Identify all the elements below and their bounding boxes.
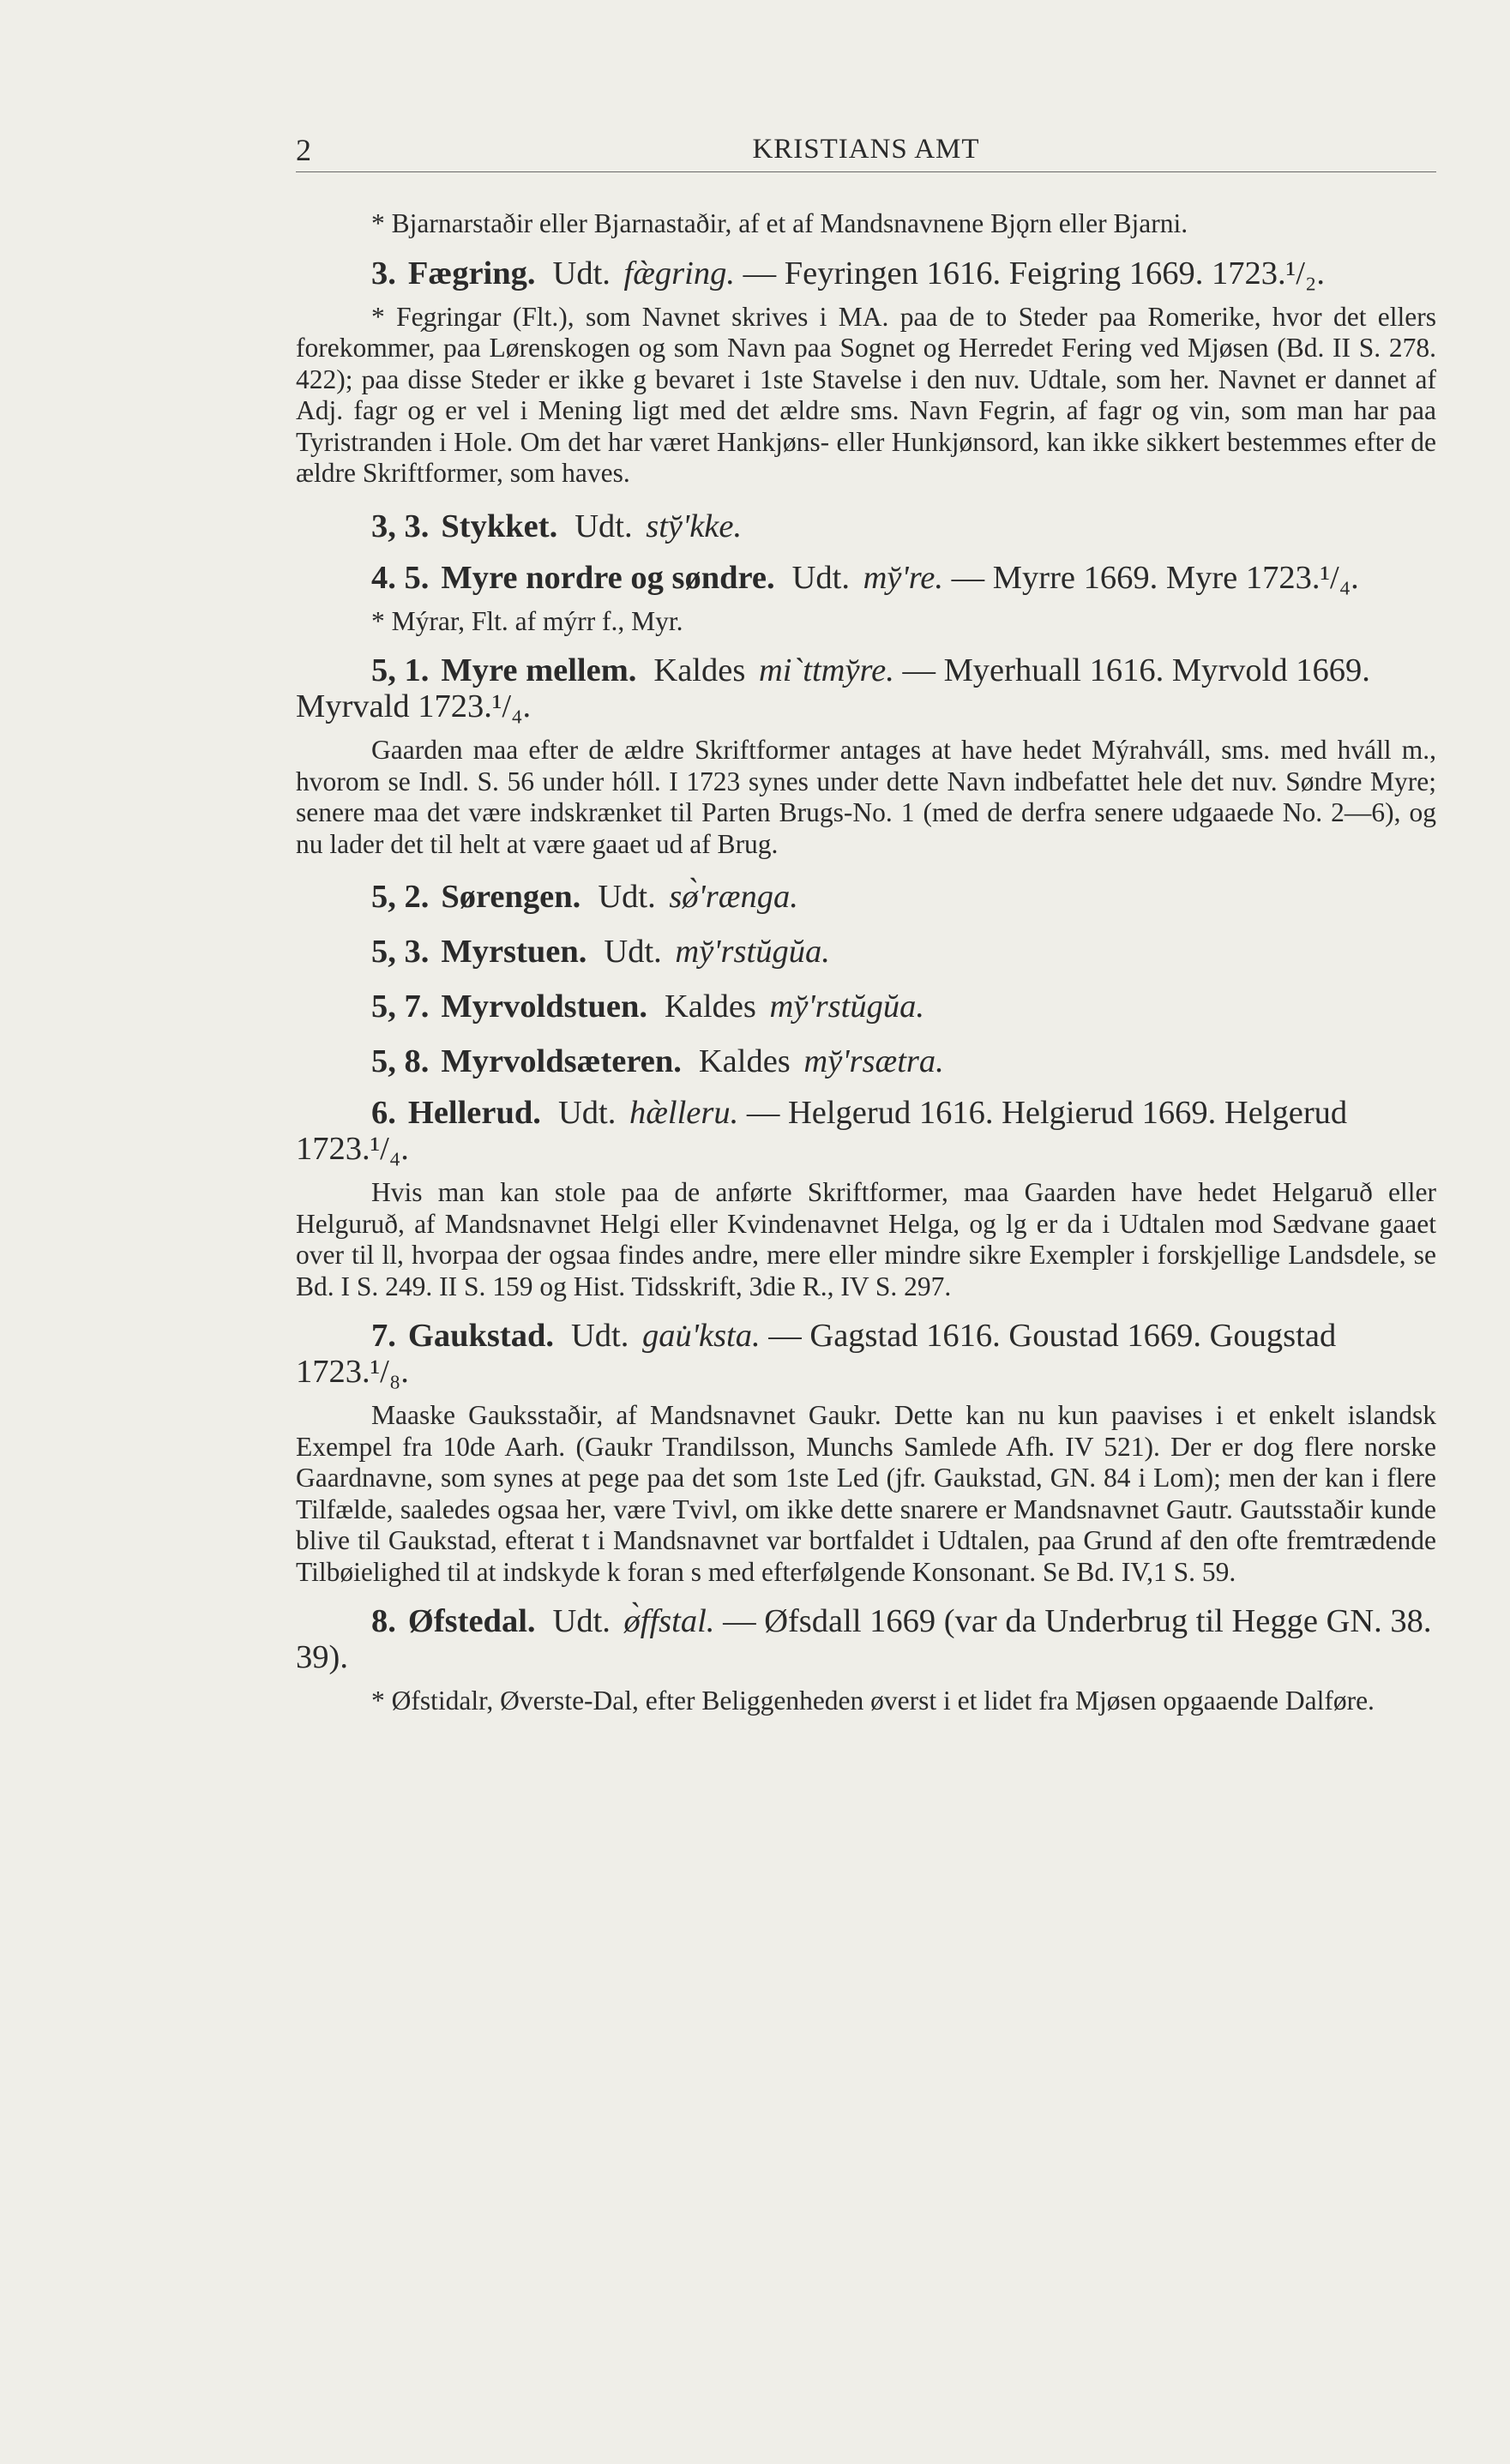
entry-udt: Kaldes bbox=[653, 652, 746, 688]
entry-note: * Fe̗gringar (Flt.), som Navnet skrives i MA. paa de to Steder paa Romerike, hvor det ellers forekommer, paa Lørenskogen og som Navn paa Sognet og Herredet Fering ved Mjøsen (Bd. II S. 278. 422); paa disse Steder er ikke g bevaret i 1ste Stavelse i den nuv. Udtale, som her. Navnet er dannet af Adj. fagr og er vel i Mening ligt med det ældre sms. Navn Fegrin, af fagr og vin, som man har paa Tyristranden i Hole. Om det har været Hankjøns- eller Hunkjønsord, kan ikke sikkert bestemmes efter de ældre Skriftformer, som haves. bbox=[296, 301, 1436, 488]
entry-pronunciation: sty̆'kke. bbox=[646, 508, 743, 544]
entry-udt: Kaldes bbox=[665, 989, 756, 1025]
entry-forms: — Myerhuall 1616. Myrvold 1669. Myrvald 1723.¹/₄. bbox=[296, 652, 1370, 724]
entry-number: 7. bbox=[371, 1318, 396, 1354]
entry-note: Hvis man kan stole paa de anførte Skriftformer, maa Gaarden have hedet Helgaruð eller Helguruð, af Mandsnavnet Helgi eller Kvindenavnet Helga, og lg er da i Udtalen mod Sædvane gaaet over til ll, hvorpaa der ogsaa findes andre, mere eller mindre sikre Exempler i forskjellige Landsdele, se Bd. I S. 249. II S. 159 og Hist. Tidsskrift, 3die R., IV S. 297. bbox=[296, 1177, 1436, 1301]
entry-forms: — Feyringen 1616. Feigring 1669. 1723.¹/₂. bbox=[743, 255, 1325, 291]
entry-name: Myrvoldstuen. bbox=[441, 989, 647, 1025]
entry-pronunciation: my̆'rstŭgŭa. bbox=[675, 934, 830, 970]
entry-udt: Udt. bbox=[598, 879, 656, 915]
entry-heading bbox=[296, 1603, 1436, 1675]
entry-pronunciation: fæ̀gring. bbox=[623, 255, 735, 291]
entry-udt: Udt. bbox=[571, 1318, 629, 1354]
entry-heading bbox=[296, 652, 1436, 724]
intro-note: * Bjarnarstaðir eller Bjarnastaðir, af et af Mandsnavnene Bjǫrn eller Bjarni. bbox=[371, 208, 1188, 238]
entry-pronunciation: hæ̀lleru. bbox=[629, 1095, 739, 1131]
entry-heading bbox=[296, 989, 1436, 1025]
entry-pronunciation: my̆'rsætra. bbox=[803, 1043, 944, 1079]
entry-name: Sørengen. bbox=[441, 879, 581, 915]
entry-number: 8. bbox=[371, 1603, 396, 1639]
entry-udt: Udt. bbox=[604, 934, 662, 970]
entry-heading bbox=[296, 1043, 1436, 1079]
page-number: 2 bbox=[296, 133, 311, 167]
entry-pronunciation: ø̀ffstal. bbox=[623, 1603, 715, 1639]
page-header bbox=[296, 129, 1436, 172]
entry-number: 5, 2. bbox=[371, 879, 430, 915]
entry-forms: — Gagstad 1616. Goustad 1669. Gougstad 1723.¹/₈. bbox=[296, 1318, 1337, 1390]
running-title: KRISTIANS AMT bbox=[752, 134, 980, 165]
entry-pronunciation: sø̀'rænga. bbox=[669, 879, 798, 915]
entry-udt: Kaldes bbox=[698, 1043, 791, 1079]
entry-forms: — Myrre 1669. Myre 1723.¹/₄. bbox=[951, 559, 1359, 596]
entry-heading bbox=[296, 255, 1436, 291]
entry-name: Hellerud. bbox=[407, 1095, 541, 1131]
entry-name: Myrvoldsæteren. bbox=[441, 1043, 682, 1079]
entry-heading bbox=[296, 508, 1436, 544]
entry-udt: Udt. bbox=[552, 1603, 611, 1639]
entry-number: 5, 7. bbox=[371, 989, 430, 1025]
entry-pronunciation: mi`ttmy̆re. bbox=[758, 652, 894, 688]
entry-heading bbox=[296, 1318, 1436, 1390]
entry-heading bbox=[296, 1095, 1436, 1167]
entry-note: * Øfstidalr, Øverste-Dal, efter Beliggenheden øverst i et lidet fra Mjøsen opgaaende Dalføre. bbox=[371, 1686, 1375, 1716]
entry-number: 5, 3. bbox=[371, 934, 430, 970]
entry-name: Fægring. bbox=[407, 255, 536, 291]
entry-name: Stykket. bbox=[441, 508, 558, 544]
entry-note: * Mýrar, Flt. af mýrr f., Myr. bbox=[371, 605, 683, 636]
entry-name: Øfstedal. bbox=[407, 1603, 536, 1639]
entry-heading bbox=[296, 560, 1436, 596]
entry-number: 6. bbox=[371, 1095, 396, 1131]
entry-note: Gaarden maa efter de ældre Skriftformer antages at have hedet Mýrahváll, sms. med hváll m., hvorom se Indl. S. 56 under hóll. I 1723 synes under dette Navn indbefattet hele det nuv. Søndre Myre; senere maa det være indskrænket til Parten Brugs-No. 1 (med de derfra senere udgaaede No. 2—6), og nu lader det til helt at være gaaet ud af Brug. bbox=[296, 735, 1436, 859]
entry-pronunciation: my̆'re. bbox=[863, 559, 944, 596]
entry-heading bbox=[296, 934, 1436, 970]
entry-forms: — Øfsdall 1669 (var da Underbrug til Hegge GN. 38. 39). bbox=[296, 1603, 1432, 1675]
entry-udt: Udt. bbox=[791, 559, 850, 596]
entry-name: Myre nordre og søndre. bbox=[441, 559, 775, 596]
entry-udt: Udt. bbox=[552, 255, 611, 291]
entry-heading bbox=[296, 879, 1436, 915]
entry-pronunciation: my̆'rstŭgŭa. bbox=[769, 989, 924, 1025]
entry-number: 5, 1. bbox=[371, 652, 430, 688]
entry-udt: Udt. bbox=[575, 508, 633, 544]
entry-udt: Udt. bbox=[557, 1095, 617, 1131]
entry-forms: — Helgerud 1616. Helgierud 1669. Helgerud 1723.¹/₄. bbox=[296, 1095, 1348, 1167]
entry-number: 3. bbox=[371, 255, 396, 291]
entry-number: 4. 5. bbox=[371, 559, 430, 596]
entry-pronunciation: gau̇'ksta. bbox=[642, 1318, 761, 1354]
entry-name: Myrstuen. bbox=[441, 934, 587, 970]
entry-number: 5, 8. bbox=[371, 1043, 430, 1079]
entry-name: Gaukstad. bbox=[407, 1318, 554, 1354]
entry-note: Maaske Gauksstaðir, af Mandsnavnet Gaukr. Dette kan nu kun paavises i et enkelt islandsk Exempel fra 10de Aarh. (Gaukr Trandilsson, Munchs Samlede Afh. IV 521). Der er dog flere norske Gaardnavne, som synes at pege paa det som 1ste Led (jfr. Gaukstad, GN. 84 i Lom); men der kan i flere Tilfælde, saaledes ogsaa her, være Tvivl, om ikke dette snarere er Mandsnavnet Gautr. Gautsstaðir kunde blive til Gaukstad, efterat t i Mandsnavnet var bortfaldet i Udtalen, paa Grund af den ofte fremtrædende Tilbøielighed til at indskyde k foran s med efterfølgende Konsonant. Se Bd. IV,1 S. 59. bbox=[296, 1400, 1436, 1587]
entry-name: Myre mellem. bbox=[441, 652, 637, 688]
entry-number: 3, 3. bbox=[371, 508, 430, 544]
